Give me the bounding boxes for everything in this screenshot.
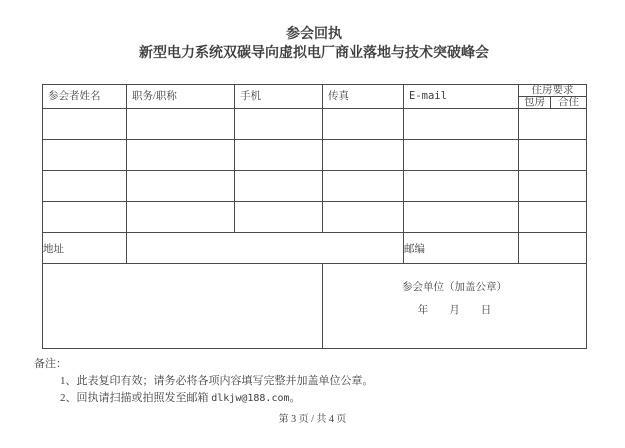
col-header-attendee-name: 参会者姓名 [43, 85, 127, 109]
name-cell [43, 140, 127, 171]
address-value-cell [127, 233, 404, 264]
postcode-label-cell: 邮编 [404, 233, 519, 264]
fax-cell [323, 202, 404, 233]
col-header-fax: 传真 [323, 85, 404, 109]
col-header-shared-room: 合住 [551, 97, 587, 109]
signature-date-line: 年 月 日 [417, 305, 492, 316]
email-cell [404, 140, 519, 171]
mobile-cell [235, 109, 323, 140]
note-item-2-text: 2、回执请扫描或拍照发至邮箱 [60, 392, 209, 404]
notes-label: 备注： [34, 358, 67, 370]
name-cell [43, 202, 127, 233]
fax-cell [323, 109, 404, 140]
col-header-housing: 住房要求 [519, 85, 587, 97]
attendee-row [43, 171, 587, 202]
note-item-1: 1、此表复印有效；请务必将各项内容填写完整并加盖单位公章。 [60, 375, 374, 387]
attendee-row [43, 109, 587, 140]
position-cell [127, 202, 235, 233]
fax-cell [323, 140, 404, 171]
name-cell [43, 171, 127, 202]
email-address: dlkjw@188.com [211, 393, 290, 404]
notes-section [34, 356, 625, 407]
name-cell [43, 109, 127, 140]
signature-unit-line: 参会单位（加盖公章） [402, 282, 507, 293]
note-item-2-period: 。 [289, 392, 301, 404]
attendee-row [43, 140, 587, 171]
address-row [43, 233, 587, 264]
housing-cell [519, 171, 587, 202]
signature-empty-cell [43, 264, 323, 349]
col-header-position: 职务/职称 [127, 85, 235, 109]
signature-cell [323, 264, 587, 349]
email-cell [404, 109, 519, 140]
reply-form-table [42, 84, 587, 349]
position-cell [127, 109, 235, 140]
position-cell [127, 171, 235, 202]
housing-cell [519, 202, 587, 233]
housing-cell [519, 109, 587, 140]
note-item-2 [60, 390, 625, 407]
fax-cell [323, 171, 404, 202]
title-block [42, 26, 586, 63]
signature-row [43, 264, 587, 349]
housing-cell [519, 140, 587, 171]
page-subtitle: 新型电力系统双碳导向虚拟电厂商业落地与技术突破峰会 [139, 46, 489, 61]
attendee-row [43, 202, 587, 233]
page-number: 第 3 页 / 共 4 页 [278, 414, 347, 425]
email-cell [404, 202, 519, 233]
col-header-private-room: 包房 [519, 97, 551, 109]
postcode-value-cell [519, 233, 587, 264]
address-label-cell: 地址 [43, 233, 127, 264]
page-title: 参会回执 [286, 27, 342, 42]
email-cell [404, 171, 519, 202]
col-header-mobile: 手机 [235, 85, 323, 109]
col-header-email: E-mail [404, 85, 519, 109]
mobile-cell [235, 140, 323, 171]
mobile-cell [235, 202, 323, 233]
position-cell [127, 140, 235, 171]
header-row-main [43, 85, 587, 97]
mobile-cell [235, 171, 323, 202]
